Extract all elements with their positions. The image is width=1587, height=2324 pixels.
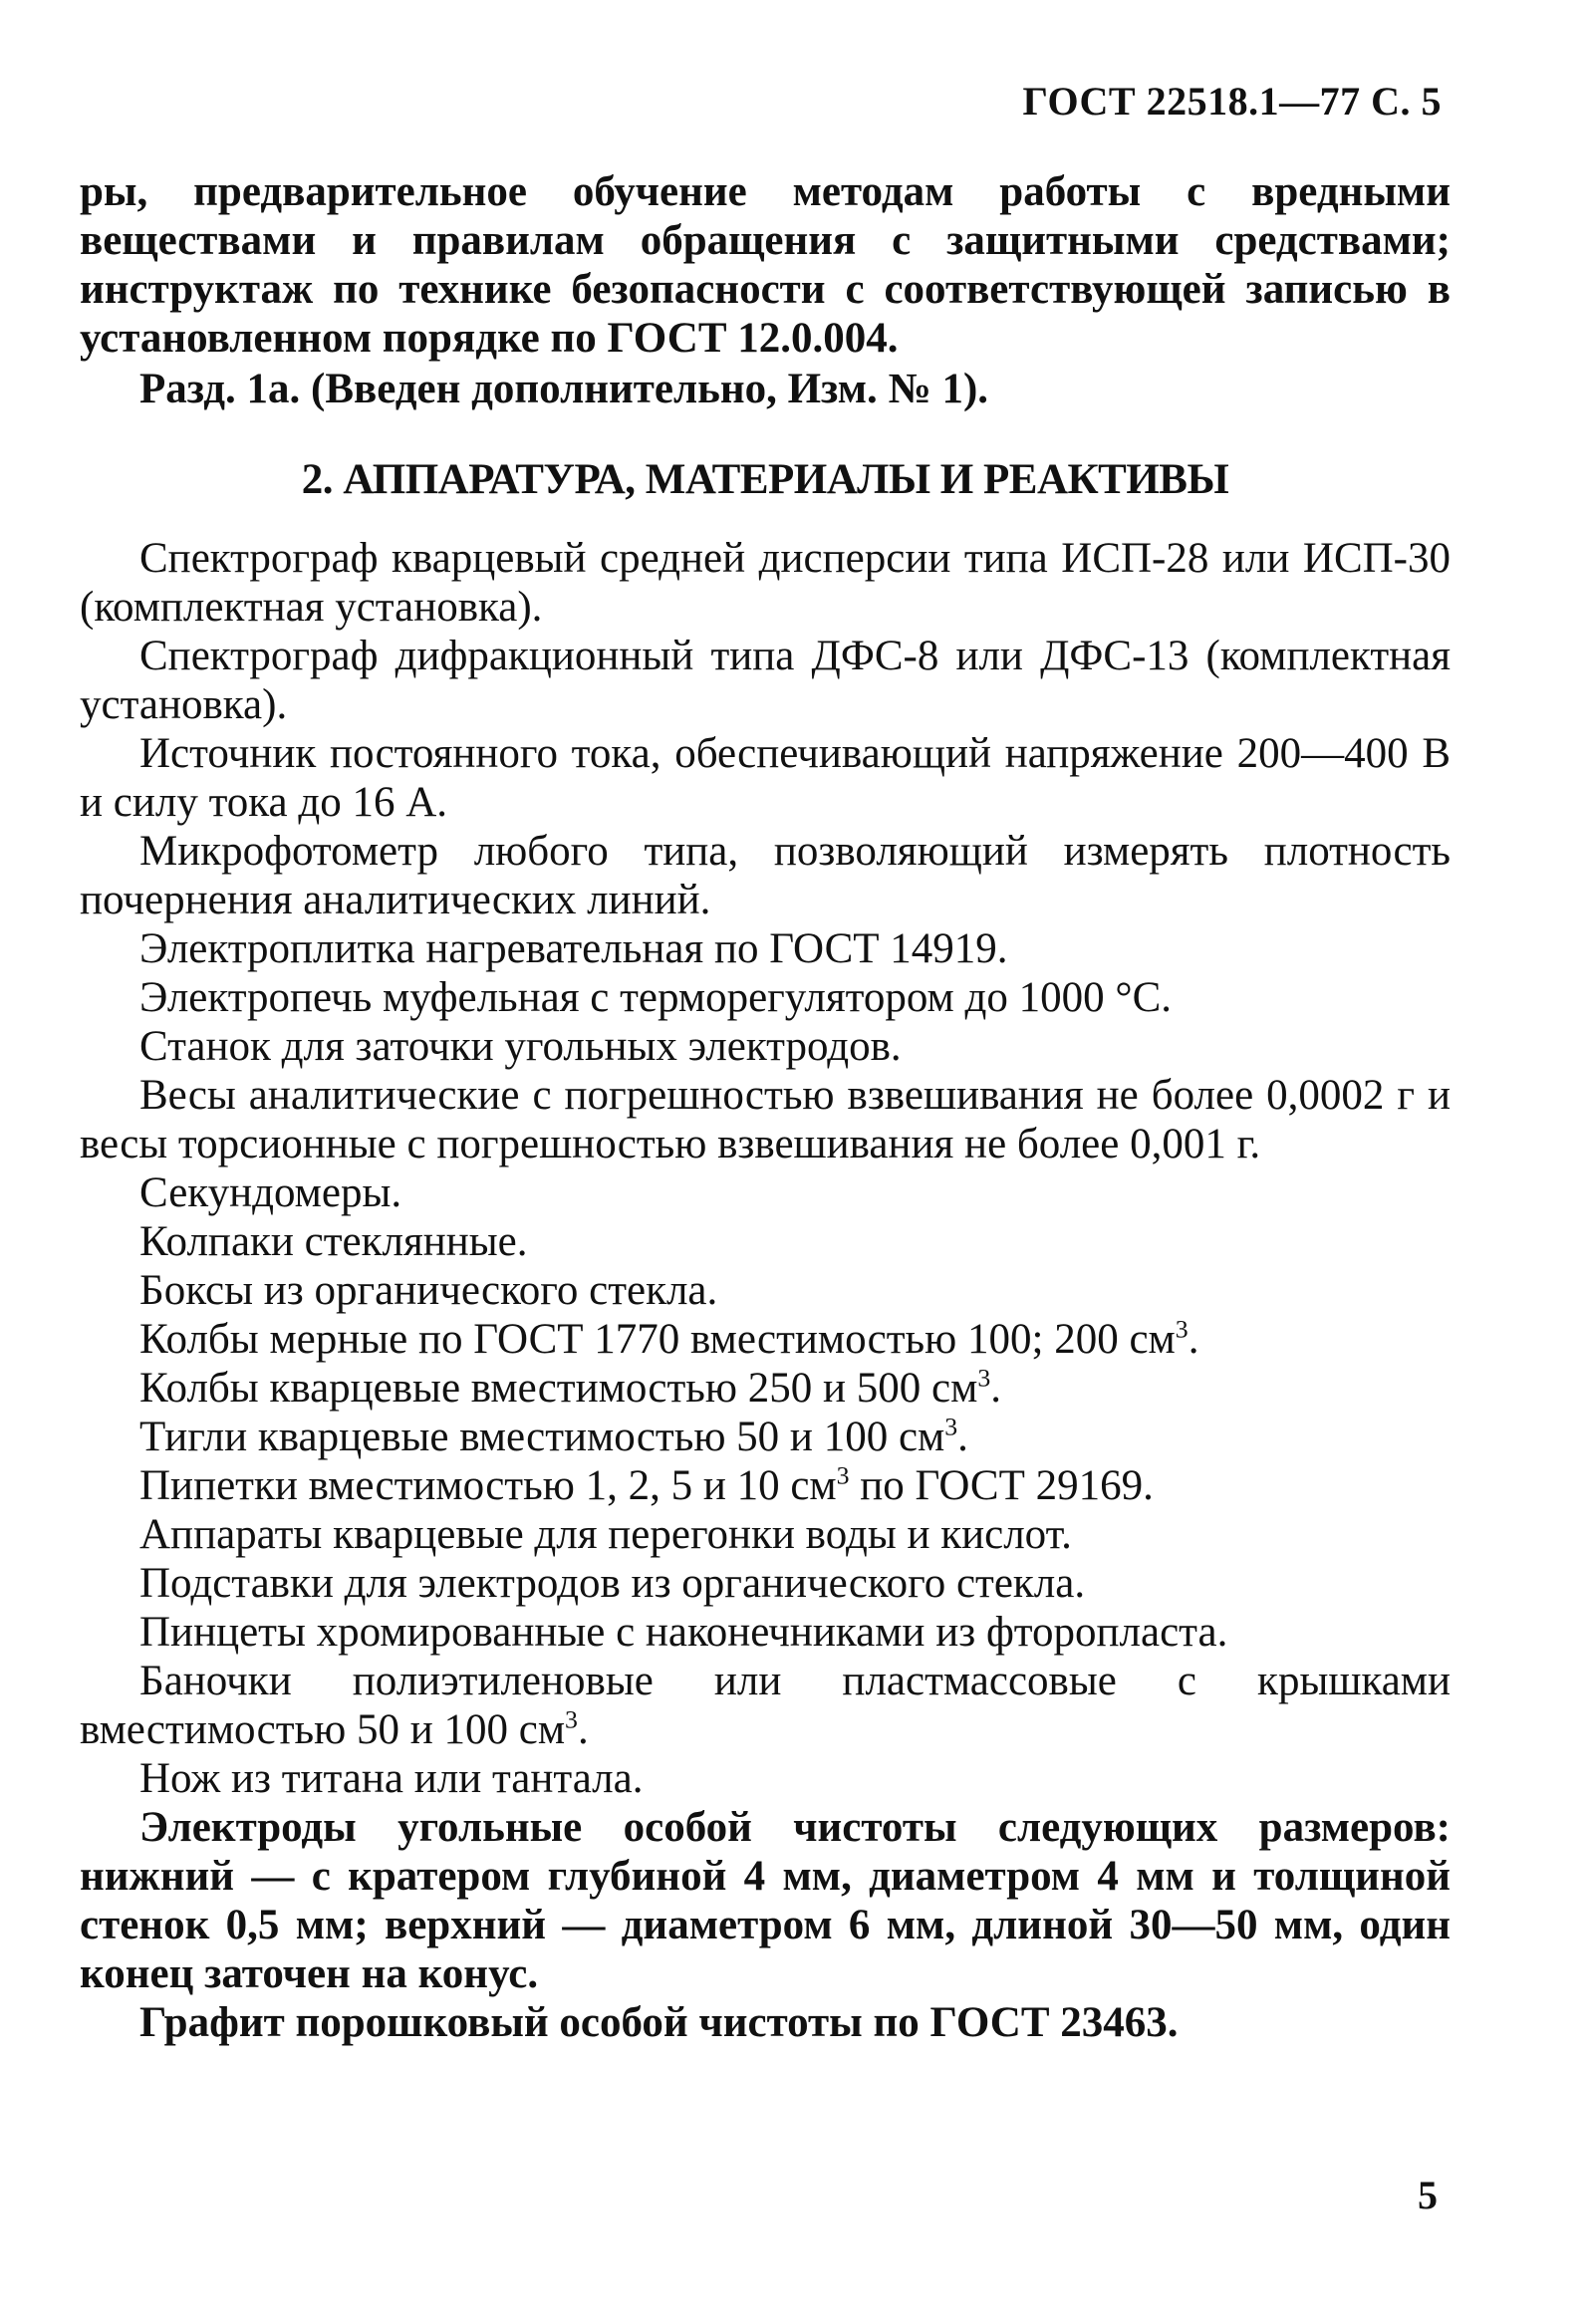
intro-paragraph: ры, предварительное обучение методам работы с вредными веществами и правилам обращения с защитными средствами; инструктаж по технике безопасности с соответствующей записью в установленном порядке по ГОСТ 12.0.004. (80, 168, 1451, 362)
equipment-item: Станок для заточки угольных электродов. (139, 1023, 902, 1070)
equipment-item: Боксы из органического стекла. (139, 1267, 718, 1314)
equipment-item: Колпаки стеклянные. (139, 1218, 528, 1265)
equipment-item: Весы аналитические с погрешностью взвешивания не более 0,0002 г и весы торсионные с погрешностью взвешивания не более 0,001 г. (80, 1072, 1451, 1167)
equipment-item: Пинцеты хромированные с наконечниками из фторопласта. (139, 1609, 1228, 1656)
equipment-item: Электроды угольные особой чистоты следующих размеров: нижний — с кратером глубиной 4 мм, диаметром 4 мм и толщиной стенок 0,5 мм; верхний — диаметром 6 мм, длиной 30—50 мм, один конец заточен на конус. (80, 1804, 1451, 1997)
equipment-item: Электропечь муфельная с терморегулятором до 1000 °С. (139, 974, 1173, 1021)
equipment-item: Тигли кварцевые вместимостью 50 и 100 $см^3$. (139, 1412, 968, 1460)
page-number: 5 (1418, 2173, 1438, 2217)
equipment-item: Аппараты кварцевые для перегонки воды и кислот. (139, 1511, 1072, 1558)
equipment-item: Микрофотометр любого типа, позволяющий измерять плотность почернения аналитических линий. (80, 828, 1451, 923)
equipment-item: Секундомеры. (139, 1169, 402, 1216)
equipment-item: Баночки полиэтиленовые или пластмассовые с крышками вместимостью 50 и 100 $см^3$. (80, 1658, 1451, 1753)
equipment-item: Подставки для электродов из органического стекла. (139, 1560, 1086, 1607)
equipment-item: Колбы мерные по ГОСТ 1770 вместимостью 100; 200 $см^3$. (139, 1314, 1199, 1363)
equipment-item: Графит порошковый особой чистоты по ГОСТ 23463. (139, 1999, 1179, 2046)
equipment-item: Пипетки вместимостью 1, 2, 5 и 10 $см^3$ по ГОСТ 29169. (139, 1460, 1154, 1509)
running-header: ГОСТ 22518.1—77 С. 5 (1022, 79, 1442, 124)
equipment-item: Источник постоянного тока, обеспечивающий напряжение 200—400 В и силу тока до 16 А. (80, 730, 1451, 826)
equipment-item: Нож из титана или тантала. (139, 1755, 644, 1802)
equipment-item: Электроплитка нагревательная по ГОСТ 14919. (139, 925, 1008, 972)
equipment-item: Спектрограф дифракционный типа ДФС-8 или ДФС-13 (комплектная установка). (80, 633, 1451, 728)
equipment-item: Колбы кварцевые вместимостью 250 и 500 $см^3$. (139, 1363, 1001, 1412)
section-title: 2. АППАРАТУРА, МАТЕРИАЛЫ И РЕАКТИВЫ (301, 456, 1229, 503)
section-addendum-note: Разд. 1а. (Введен дополнительно, Изм. № 1). (139, 366, 989, 412)
equipment-item: Спектрограф кварцевый средней дисперсии типа ИСП-28 или ИСП-30 (комплектная установка). (80, 535, 1451, 631)
document-body (80, 167, 1451, 2047)
